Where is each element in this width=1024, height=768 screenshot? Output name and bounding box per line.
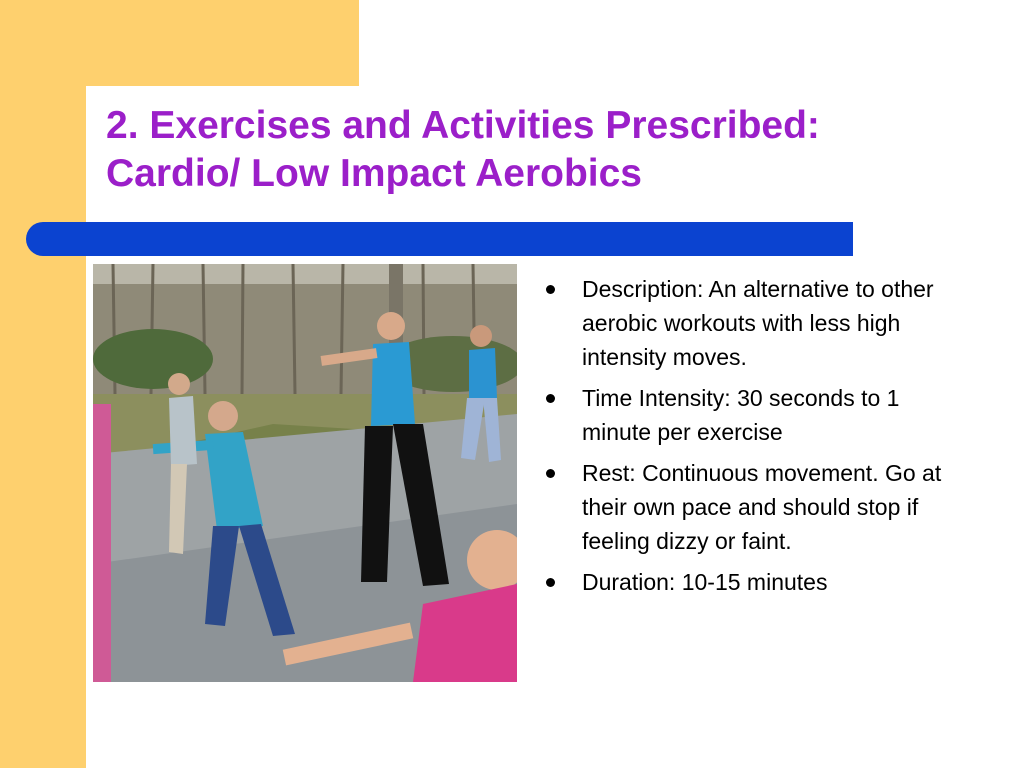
bullet-item — [546, 272, 956, 374]
slide-title — [106, 102, 986, 198]
title-divider-bar — [26, 222, 853, 256]
bullet-dot-icon — [546, 578, 555, 587]
bullet-item — [546, 381, 956, 449]
bullet-text: Duration: 10-15 minutes — [582, 569, 828, 595]
bullet-text: Rest: Continuous movement. Go at their own pace and should stop if feeling dizzy or faint. — [582, 460, 942, 554]
bullet-text: Time Intensity: 30 seconds to 1 minute per exercise — [582, 385, 900, 445]
bullet-list — [546, 272, 956, 606]
exercise-photo-illustration — [93, 264, 517, 682]
bullet-item — [546, 565, 956, 599]
accent-left-band — [0, 0, 86, 768]
bullet-dot-icon — [546, 469, 555, 478]
title-line-2: Cardio/ Low Impact Aerobics — [106, 152, 642, 195]
accent-top-band — [86, 0, 359, 86]
title-line-1: 2. Exercises and Activities Prescribed: — [106, 104, 820, 147]
bullet-item — [546, 456, 956, 558]
bullet-dot-icon — [546, 394, 555, 403]
bullet-dot-icon — [546, 285, 555, 294]
bullet-text: Description: An alternative to other aerobic workouts with less high intensity moves. — [582, 276, 934, 370]
exercise-photo — [93, 264, 517, 682]
